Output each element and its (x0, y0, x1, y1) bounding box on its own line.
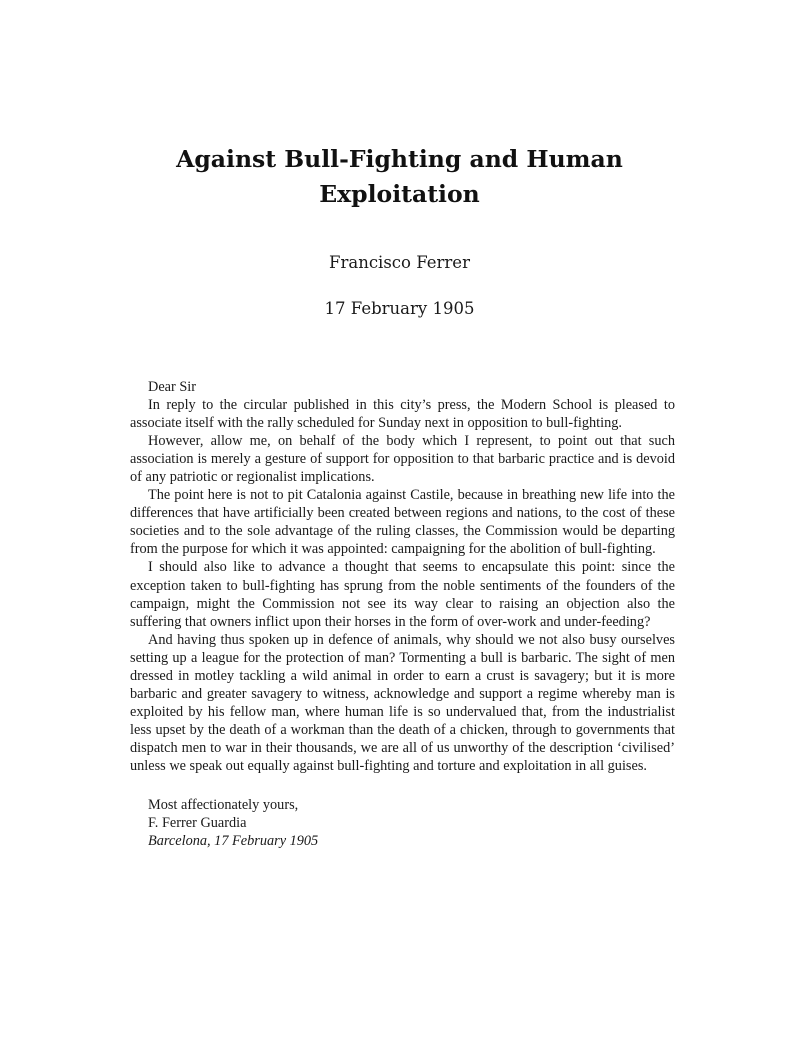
paragraph: However, allow me, on behalf of the body which I represent, to point out that such association is merely a gesture of support for opposition to that barbaric practice and is devoid of any patriotic or regionalist implications. (130, 433, 675, 486)
valediction: Most affectionately yours, (148, 797, 299, 813)
salutation: Dear Sir (148, 379, 197, 395)
document-author: Francisco Ferrer (329, 253, 470, 272)
signature: F. Ferrer Guardia (148, 815, 247, 832)
paragraph: I should also like to advance a thought that seems to encapsulate this point: since the exception taken to bull-fighting has sprung from the noble sentiments of the founders of the campaign, might the Commission not see its way clear to raising an objection also the suffering that owners inflict upon their horses in the form of over-work and under-feeding? (130, 559, 675, 630)
letter-body (130, 378, 675, 775)
paragraph: In reply to the circular published in this city’s press, the Modern School is pleased to associate itself with the rally scheduled for Sunday next in opposition to bull-fighting. (130, 397, 675, 432)
place-date: Barcelona, 17 February 1905 (148, 833, 319, 850)
document-date: 17 February 1905 (324, 299, 475, 318)
document-title: Against Bull-Fighting and Human Exploitation (176, 145, 623, 208)
letter-closing (148, 796, 318, 850)
paragraph: The point here is not to pit Catalonia against Castile, because in breathing new life into the differences that have artificially been created between regions and nations, to the cost of these societies and to the sole advantage of the ruling classes, the Commission would be departing from the purpose for which it was appointed: campaigning for the abolition of bull-fighting. (130, 487, 675, 558)
paragraph: And having thus spoken up in defence of animals, why should we not also busy ourselves setting up a league for the protection of man? Tormenting a bull is barbaric. The sight of men dressed in motley tackling a wild animal in order to earn a crust is savagery; but it is more barbaric and greater savagery to witness, acknowledge and support a regime whereby man is exploited by his fellow man, where human life is so undervalued that, from the industrialist less upset by the death of a workman than the death of a chicken, through to governments that dispatch men to war in their thousands, we are all of us unworthy of the description ‘civilised’ unless we speak out equally against bull-fighting and torture and exploitation in all guises. (130, 631, 675, 774)
